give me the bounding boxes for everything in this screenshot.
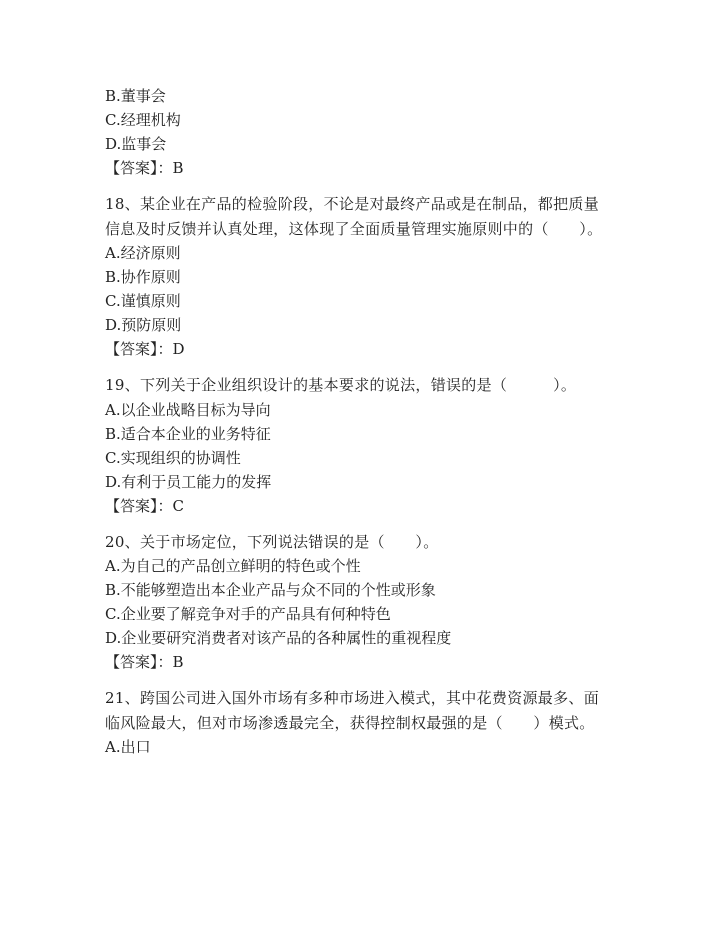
- option-a: A.经济原则: [105, 244, 181, 262]
- option-d: D.监事会: [105, 135, 167, 153]
- option-a: A.为自己的产品创立鲜明的特色或个性: [105, 557, 361, 575]
- exam-page: [105, 84, 610, 759]
- option-a: A.以企业战略目标为导向: [105, 400, 271, 419]
- question-text: 18、某企业在产品的检验阶段，不论是对最终产品或是在制品，都把质量信息及时反馈并认真处理，这体现了全面质量管理实施原则中的（ ）。: [105, 195, 603, 238]
- answer-line: 【答案】：B: [105, 653, 184, 671]
- question-21: [105, 686, 610, 759]
- option-a: A.出口: [105, 738, 151, 756]
- option-d: D.有利于员工能力的发挥: [105, 472, 272, 491]
- option-b: B.董事会: [105, 87, 166, 105]
- option-c: C.实现组织的协调性: [105, 448, 241, 467]
- option-d: D.预防原则: [105, 316, 182, 334]
- question-20: [105, 530, 610, 675]
- option-c: C.企业要了解竞争对手的产品具有何种特色: [105, 605, 391, 623]
- question-text: 20、关于市场定位，下列说法错误的是（ ）。: [105, 532, 439, 551]
- option-b: B.不能够塑造出本企业产品与众不同的个性或形象: [105, 581, 436, 599]
- question-18: [105, 192, 610, 361]
- option-c: C.谨慎原则: [105, 292, 181, 310]
- answer-line: 【答案】：B: [105, 159, 184, 177]
- question-text: 19、下列关于企业组织设计的基本要求的说法，错误的是（ ）。: [105, 376, 577, 394]
- answer-line: 【答案】：D: [105, 340, 185, 358]
- question-text: 21、跨国公司进入国外市场有多种市场进入模式，其中花费资源最多、面临风险最大，但对市场渗透最完全，获得控制权最强的是（ ）模式。: [105, 689, 599, 732]
- option-c: C.经理机构: [105, 111, 181, 129]
- previous-question-tail: [105, 84, 610, 180]
- option-b: B.适合本企业的业务特征: [105, 424, 271, 443]
- answer-line: 【答案】：C: [105, 496, 184, 515]
- question-19: [105, 373, 610, 518]
- option-b: B.协作原则: [105, 268, 181, 286]
- option-d: D.企业要研究消费者对该产品的各种属性的重视程度: [105, 629, 452, 647]
